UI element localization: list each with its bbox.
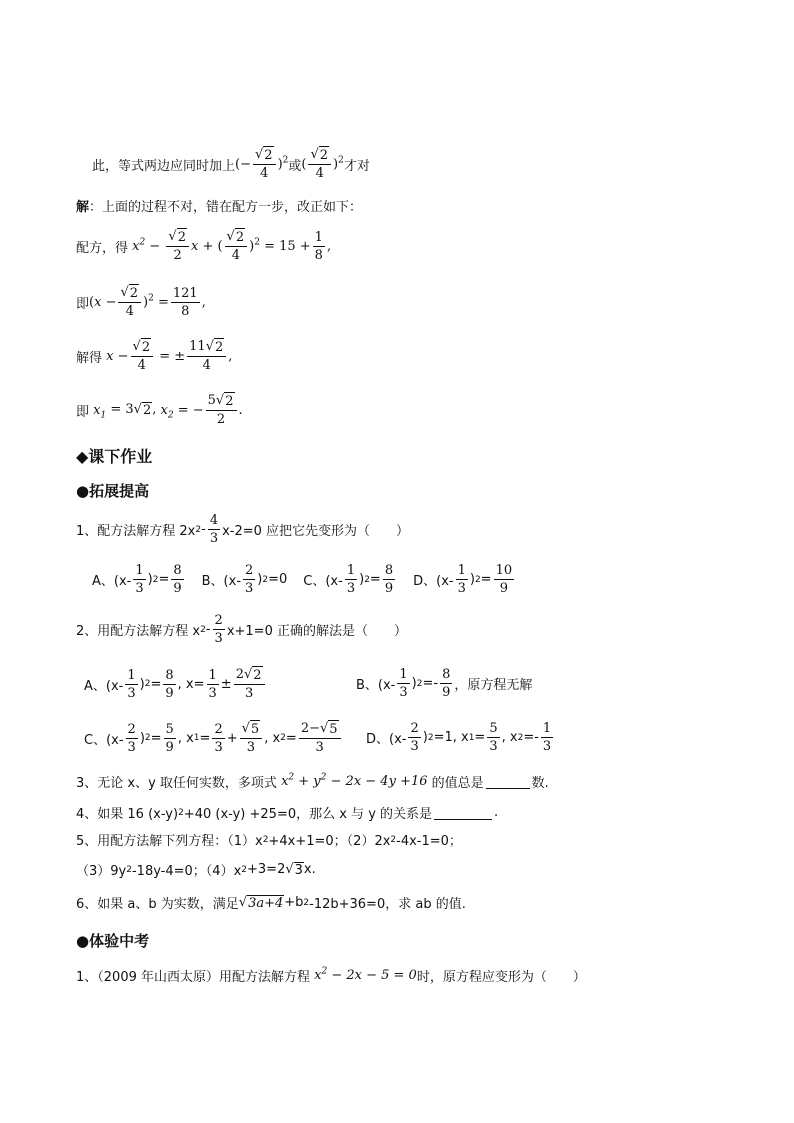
exam-question-1: 1、（2009 年山西太原）用配方法解方程 $x^2 - 2x - 5 = 0$ 时，原方程应变形为（ ） <box>76 966 586 985</box>
text-span: 配方，得 <box>76 240 129 256</box>
question-2-option-d: D、(x- $\frac{2}{3}$ ) 2 =1, x 1 = $\frac{5}{3}$ , x 2 =- $\frac{1}{3}$ <box>366 721 552 754</box>
text-line-1: 此，等式两边应同时加上 (− √ 2 4 )$^2$ 或 ( √ 2 4 )$^2$ 才对 <box>92 147 370 181</box>
text-span: 3、无论 x、y 取任何实数，多项式 <box>76 776 277 791</box>
text-span: =1, x <box>433 730 469 745</box>
section-exam-heading <box>76 930 149 951</box>
complete-square-line: 配方，得 $x^2$ − √ 2 2 x + ( √ 2 4 )$^2$ = 15 + $\frac{1}{8}$ , <box>76 229 332 263</box>
text-span: ●拓展提高 <box>76 482 150 500</box>
text-span: ) <box>469 572 475 587</box>
question-5: 5、用配方法解下列方程：（1）x 2 +4x+1=0；（2）2x 2 -4x-1=0； <box>76 830 462 849</box>
option-c-label: C、(x- <box>303 574 343 589</box>
question-5-continued: （3）9y 2 -18y-4=0；（4）x 2 +3=2 √ 3 x. <box>76 861 316 879</box>
option-a-label: A、(x- <box>84 678 124 694</box>
answer-blank[interactable] <box>486 774 530 789</box>
text-span: 即 <box>76 296 90 312</box>
option-b-label: B、(x- <box>201 574 242 589</box>
text-span: 时，原方程应变形为（ ） <box>416 970 586 985</box>
text-span: -12b+36=0，求 ab 的值. <box>309 897 466 912</box>
solution-text: ：上面的过程不对，错在配方一步，改正如下： <box>89 200 363 215</box>
answer-blank[interactable] <box>434 805 492 820</box>
text-span: ) <box>411 676 417 691</box>
text-span: ) <box>257 572 263 587</box>
text-span: , x <box>177 730 194 746</box>
question-2-option-c: C、(x- $\frac{2}{3}$ ) 2 = $\frac{5}{9}$ , x 1 = $\frac{2}{3}$ + √ 5 3 , x 2 = 2− √ 5 3 <box>84 720 343 756</box>
text-span: x+1=0 正确的解法是（ ） <box>226 624 407 639</box>
equation-line-4: 即 $x_1$ = 3 √ 2 , $x_2$ = − 5 √ 2 2 . <box>76 393 243 427</box>
option-c-label: C、(x- <box>84 732 124 748</box>
option-d-label: D、(x- <box>413 574 454 589</box>
text-span: +4x+1=0；（2）2x <box>268 834 391 849</box>
solution-label: 解 <box>76 200 90 215</box>
text-span: -18y-4=0；（4）x <box>131 864 242 879</box>
text-span: ) <box>139 676 145 692</box>
question-6: 6、如果 a、b 为实数，满足 √ 3a+4 +b 2 -12b+36=0，求 ab 的值. <box>76 894 466 912</box>
text-span: ) <box>359 572 365 587</box>
text-span: =0 <box>268 572 288 587</box>
text-span: 才对 <box>343 158 370 174</box>
text-span: 解得 <box>76 350 103 366</box>
text-span: +b <box>284 895 304 910</box>
option-b-label: B、(x- <box>356 678 396 693</box>
text-span: . <box>494 805 499 820</box>
text-span: , x= <box>177 676 205 692</box>
text-span: ) <box>147 572 153 587</box>
section-homework-heading <box>76 444 152 467</box>
text-span: , x <box>264 730 281 746</box>
text-span: 2、用配方法解方程 x <box>76 624 201 639</box>
text-span: （3）9y <box>76 864 127 879</box>
text-span: 4、如果 16 (x-y) <box>76 807 179 822</box>
text-span: -4x-1=0； <box>396 834 462 849</box>
question-2-option-b: B、(x- $\frac{1}{3}$ ) 2 =- $\frac{8}{9}$ ，原方程无解 <box>356 667 533 700</box>
text-span: ，原方程无解 <box>454 678 533 693</box>
text-span: 1、（2009 年山西太原）用配方法解方程 <box>76 970 310 985</box>
question-1-options: A、(x- $\frac{1}{3}$ ) 2 = $\frac{8}{9}$ B、(x- $\frac{2}{3}$ ) 2 =0 C、(x- $\frac{1}{3}$ ) 2 = $\frac{8}{9}$ D、(x- $\frac{1}{3}$ ) 2 = $\frac{10}{9}$ <box>92 563 513 596</box>
text-span: 1、配方法解方程 2x <box>76 524 196 539</box>
text-span: ) <box>139 730 145 746</box>
option-d-label: D、(x- <box>366 732 407 747</box>
question-2-option-a: A、(x- $\frac{1}{3}$ ) 2 = $\frac{8}{9}$ , x= $\frac{1}{3}$ ± 2 √ 2 3 <box>84 666 267 702</box>
text-span: , x <box>501 730 518 745</box>
text-span: 6、如果 a、b 为实数，满足 <box>76 897 239 912</box>
text-span: x. <box>303 862 316 877</box>
text-span: =- <box>422 676 439 691</box>
text-span: 即 <box>76 404 90 420</box>
text-span: ●体验中考 <box>76 932 150 950</box>
equation-line-2: 即 ( x − √ 2 4 )$^2$ = $\frac{121}{8}$ , <box>76 285 206 319</box>
text-span: 此，等式两边应同时加上 <box>92 158 236 174</box>
text-span: 数. <box>531 776 549 791</box>
question-1: 1、配方法解方程 2x 2 - $\frac{4}{3}$ x-2=0 应把它先变形为（ ） <box>76 513 410 546</box>
text-span: +3=2 <box>247 862 286 877</box>
equation-line-3: 解得 x − √ 2 4 = ± 11 √ 2 4 , <box>76 339 233 373</box>
section-expand-heading <box>76 480 149 501</box>
text-span: 的值总是 <box>431 776 484 791</box>
option-a-label: A、(x- <box>92 574 132 589</box>
text-span: 5、用配方法解下列方程：（1）x <box>76 834 263 849</box>
text-span: ◆课下作业 <box>76 447 153 466</box>
text-span: x-2=0 应把它先变形为（ ） <box>222 524 410 539</box>
question-3: 3、无论 x、y 取任何实数，多项式 $x^2 + y^2 - 2x - 4y +16$ 的值总是 数. <box>76 772 549 791</box>
text-span: +40 (x-y) +25=0，那么 x 与 y 的关系是 <box>183 807 433 822</box>
question-2: 2、用配方法解方程 x 2 - $\frac{2}{3}$ x+1=0 正确的解法是（ ） <box>76 613 407 646</box>
text-span: 或 <box>288 158 302 174</box>
text-span: ) <box>422 730 428 745</box>
solution-line <box>76 196 362 215</box>
question-4: 4、如果 16 (x-y) 2 +40 (x-y) +25=0，那么 x 与 y 的关系是 . <box>76 805 499 822</box>
